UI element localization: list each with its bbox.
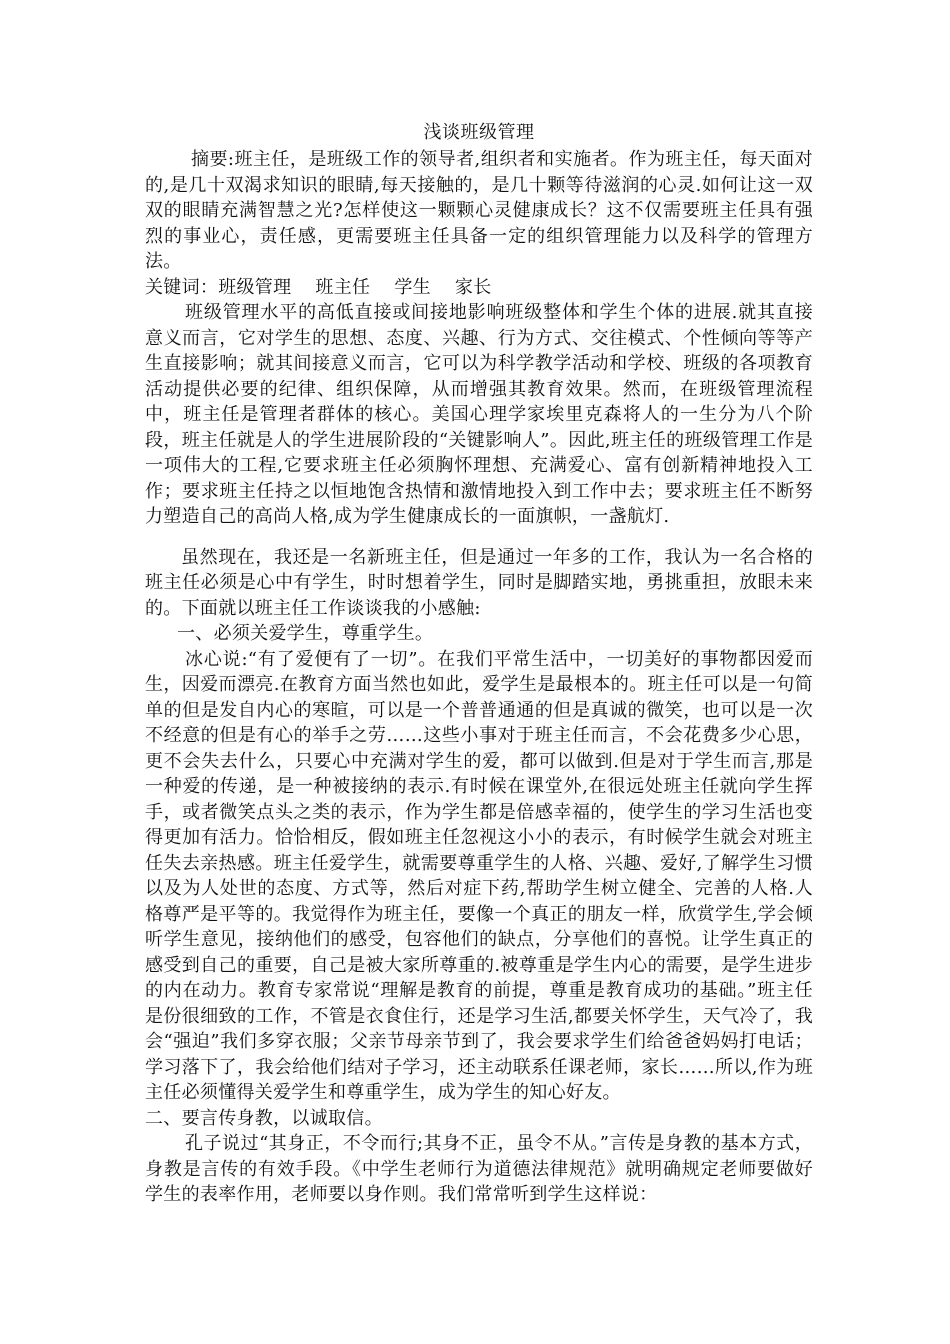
keyword-item: 班级管理 (218, 276, 292, 298)
body-paragraph: 虽然现在，我还是一名新班主任，但是通过一年多的工作，我认为一名合格的班主任必须是心中有学生，时时想着学生，同时是脚踏实地，勇挑重担，放眼未来的。下面就以班主任工作谈谈我的小感触: (145, 546, 813, 619)
keyword-item: 家长 (454, 276, 492, 298)
body-paragraph: 班级管理水平的高低直接或间接地影响班级整体和学生个体的进展.就其直接意义而言，它对学生的思想、态度、兴趣、行为方式、交往模式、个性倾向等等产生直接影响；就其间接意义而言，它可以为科学教学活动和学校、班级的各项教育活动提供必要的纪律、组织保障，从而增强其教育效果。然而，在班级管理流程中，班主任是管理者群体的核心。美国心理学家埃里克森将人的一生分为八个阶段，班主任就是人的学生进展阶段的“关键影响人”。因此,班主任的班级管理工作是一项伟大的工程,它要求班主任必须胸怀理想、充满爱心、富有创新精神地投入工作；要求班主任持之以恒地饱含热情和激情地投入到工作中去；要求班主任不断努力塑造自己的高尚人格,成为学生健康成长的一面旗帜，一盏航灯. (145, 302, 813, 527)
body-paragraph: 孔子说过“其身正，不令而行;其身不正，虽令不从。”言传是身教的基本方式，身教是言传的有效手段。《中学生老师行为道德法律规范》就明确规定老师要做好学生的表率作用，老师要以身作则。我们常常听到学生这样说： (145, 1133, 813, 1205)
document-page (145, 118, 813, 1208)
section-heading: 二、要言传身教，以诚取信。 (145, 1107, 383, 1129)
keyword-item: 学生 (394, 276, 431, 298)
abstract-paragraph: 摘要:班主任，是班级工作的领导者,组织者和实施者。作为班主任，每天面对的,是几十双渴求知识的眼睛,每天接触的，是几十颗等待滋润的心灵.如何让这一双双的眼睛充满智慧之光?怎样使这一颗颗心灵健康成长？这不仅需要班主任具有强烈的事业心，责任感，更需要班主任具备一定的组织管理能力以及科学的管理方法。 (145, 149, 813, 272)
body-paragraph: 冰心说:“有了爱便有了一切”。在我们平常生活中，一切美好的事物都因爱而生，因爱而漂亮.在教育方面当然也如此，爱学生是最根本的。班主任可以是一句简单的但是发自内心的寒暄，可以是一个普普通通的但是真诚的微笑，也可以是一次不经意的但是有心的举手之劳……这些小事对于班主任而言，不会花费多少心思，更不会失去什么，只要心中充满对学生的爱，都可以做到.但是对于学生而言,那是一种爱的传递，是一种被接纳的表示.有时候在课堂外,在很远处班主任就向学生挥手，或者微笑点头之类的表示，作为学生都是倍感幸福的，使学生的学习生活也变得更加有活力。恰恰相反，假如班主任忽视这小小的表示，有时候学生就会对班主任失去亲热感。班主任爱学生，就需要尊重学生的人格、兴趣、爱好,了解学生习惯以及为人处世的态度、方式等，然后对症下药,帮助学生树立健全、完善的人格.人格尊严是平等的。我觉得作为班主任，要像一个真正的朋友一样，欣赏学生,学会倾听学生意见，接纳他们的感受，包容他们的缺点，分享他们的喜悦。让学生真正的感受到自己的重要，自己是被大家所尊重的.被尊重是学生内心的需要，是学生进步的内在动力。教育专家常说“理解是教育的前提，尊重是教育成功的基础。”班主任是份很细致的工作，不管是衣食住行，还是学习生活,都要关怀学生，天气冷了，我会“强迫”我们多穿衣服；父亲节母亲节到了，我会要求学生们给爸爸妈妈打电话；学习落下了，我会给他们结对子学习，还主动联系任课老师，家长……所以,作为班主任必须懂得关爱学生和尊重学生，成为学生的知心好友。 (145, 648, 813, 1103)
section-heading: 一、必须关爱学生，尊重学生。 (177, 623, 434, 644)
document-title: 浅谈班级管理 (423, 122, 535, 143)
keyword-item: 班主任 (315, 276, 371, 298)
keywords-line (145, 275, 813, 301)
keywords-label: 关键词： (145, 276, 219, 298)
